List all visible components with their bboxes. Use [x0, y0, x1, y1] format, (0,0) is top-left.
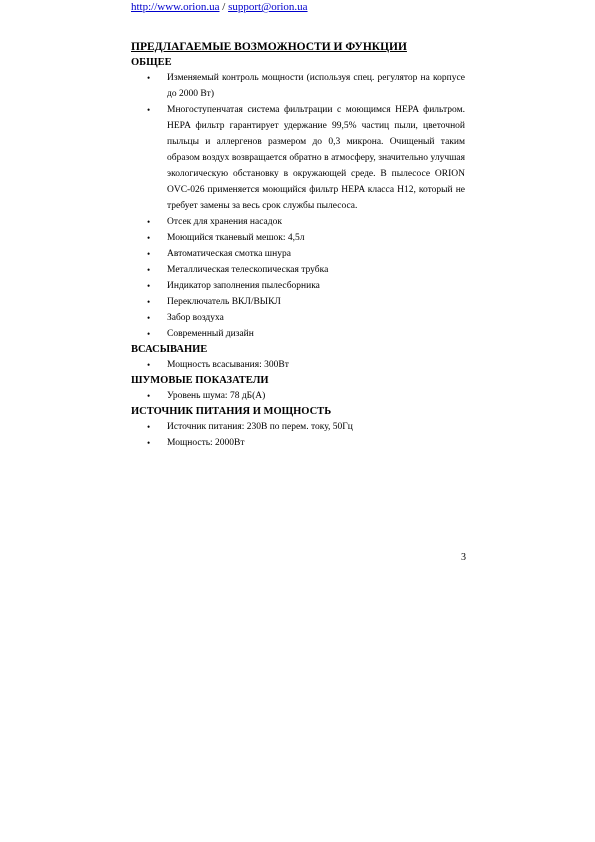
bullet-icon: • — [147, 313, 151, 323]
bullet-icon: • — [147, 265, 151, 275]
power-list — [131, 419, 465, 451]
list-item: • Источник питания: 230В по перем. току, 50Гц — [131, 419, 465, 435]
list-item: • Мощность всасывания: 300Вт — [131, 357, 465, 373]
section-heading-general: ОБЩЕЕ — [131, 57, 172, 68]
bullet-icon: • — [147, 217, 151, 227]
list-item: • Индикатор заполнения пылесборника — [131, 278, 465, 294]
list-item: • Мощность: 2000Вт — [131, 435, 465, 451]
list-item: • Металлическая телескопическая трубка — [131, 262, 465, 278]
bullet-icon: • — [147, 329, 151, 339]
list-item: • Изменяемый контроль мощности (используя спец. регулятор на корпусе до 2000 Вт) — [131, 70, 465, 102]
document-body — [131, 40, 465, 451]
link-separator: / — [219, 1, 229, 13]
list-item: • Отсек для хранения насадок — [131, 214, 465, 230]
list-item: • Забор воздуха — [131, 310, 465, 326]
bullet-icon: • — [147, 360, 151, 370]
section-heading-power: ИСТОЧНИК ПИТАНИЯ И МОЩНОСТЬ — [131, 406, 332, 417]
general-features-list — [131, 70, 465, 342]
list-item: • Многоступенчатая система фильтрации с моющимся HEPA фильтром. HEPA фильтр гарантирует удержание 99,5% частиц пыли, цветочной пыльцы и аллергенов размером до 0,3 микрона. Очищеный таким образом воздух возвращается обратно в атмосферу, значительно улучшая экологическую обстановку в окружающей среде. В пылесосе ORION OVC-026 применяется моющийся фильтр HEPA класса H12, который не требует замены за весь срок службы пылесоса. — [131, 102, 465, 214]
bullet-icon: • — [147, 233, 151, 243]
section-heading-suction: ВСАСЫВАНИЕ — [131, 344, 208, 355]
section-heading-noise: ШУМОВЫЕ ПОКАЗАТЕЛИ — [131, 375, 269, 386]
list-item: • Переключатель ВКЛ/ВЫКЛ — [131, 294, 465, 310]
bullet-icon: • — [147, 422, 151, 432]
bullet-icon: • — [147, 249, 151, 259]
email-link[interactable]: support@orion.ua — [228, 1, 308, 13]
list-item: • Моющийся тканевый мешок: 4,5л — [131, 230, 465, 246]
bullet-icon: • — [147, 73, 151, 83]
list-item: • Автоматическая смотка шнура — [131, 246, 465, 262]
noise-list — [131, 388, 465, 404]
bullet-icon: • — [147, 297, 151, 307]
list-item: • Современный дизайн — [131, 326, 465, 342]
bullet-icon: • — [147, 391, 151, 401]
bullet-icon: • — [147, 105, 151, 115]
page-title: ПРЕДЛАГАЕМЫЕ ВОЗМОЖНОСТИ И ФУНКЦИИ — [131, 41, 407, 53]
list-item: • Уровень шума: 78 дБ(А) — [131, 388, 465, 404]
suction-list — [131, 357, 465, 373]
bullet-icon: • — [147, 438, 151, 448]
page-number: 3 — [461, 552, 466, 563]
header-links — [131, 0, 308, 14]
website-link[interactable]: http://www.orion.ua — [131, 1, 220, 13]
bullet-icon: • — [147, 281, 151, 291]
